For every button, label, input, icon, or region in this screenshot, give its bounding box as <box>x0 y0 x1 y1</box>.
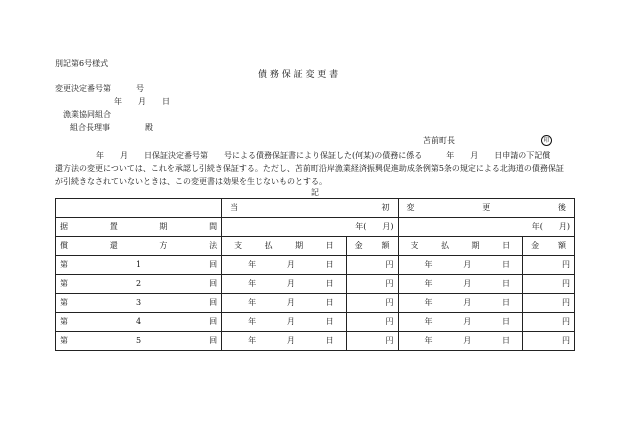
period-header-empty <box>56 199 222 218</box>
body-line-2: 還方法の変更については、これを承認し引続き保証する。ただし、苫前町沿岸漁業経済振興促進助成条例第5条の規定による北海道の債務保証 <box>55 164 564 173</box>
grace-period-before: 年( 月) <box>222 218 398 237</box>
grace-period-row <box>56 218 575 237</box>
change-number-label: 変更決定番号第 <box>55 84 111 93</box>
ki-marker: 記 <box>311 188 319 197</box>
header-row-before-after <box>56 199 575 218</box>
date-day: 日 <box>162 97 170 106</box>
date-year: 年 <box>114 97 122 106</box>
column-header-row <box>56 237 575 256</box>
installment-label: 第 3 回 <box>56 294 222 313</box>
payment-date-after: 年 月 日 <box>398 294 523 313</box>
payment-date-after: 年 月 日 <box>398 332 523 351</box>
date-month: 月 <box>138 97 146 106</box>
amount-header-after: 金 額 <box>523 237 575 256</box>
payment-date-header-after: 支 払 期 日 <box>398 237 523 256</box>
addressee-honorific: 殿 <box>145 123 153 132</box>
amount-header-before: 金 額 <box>346 237 398 256</box>
amount-before: 円 <box>346 332 398 351</box>
document-title: 債 務 保 証 変 更 書 <box>258 70 339 80</box>
amount-after: 円 <box>523 332 575 351</box>
payment-date-before: 年 月 日 <box>222 313 347 332</box>
table-row <box>56 313 575 332</box>
installment-label: 第 2 回 <box>56 275 222 294</box>
amount-before: 円 <box>346 275 398 294</box>
table-row <box>56 332 575 351</box>
seal-mark: 印 <box>541 135 552 146</box>
payment-date-before: 年 月 日 <box>222 332 347 351</box>
before-header: 当 初 <box>222 199 398 218</box>
installment-label: 第 4 回 <box>56 313 222 332</box>
installment-label: 第 1 回 <box>56 256 222 275</box>
payment-date-before: 年 月 日 <box>222 256 347 275</box>
table-row <box>56 275 575 294</box>
body-line-3: が引続きなされていないときは、この変更書は効果を生じないものとする。 <box>55 177 327 186</box>
amount-after: 円 <box>523 275 575 294</box>
repayment-table <box>55 198 575 351</box>
issuer-name: 苫前町長 <box>423 136 455 145</box>
amount-before: 円 <box>346 294 398 313</box>
amount-before: 円 <box>346 256 398 275</box>
amount-after: 円 <box>523 313 575 332</box>
addressee-org: 漁業協同組合 <box>63 110 111 119</box>
form-id: 別記第6号様式 <box>55 59 109 68</box>
payment-date-after: 年 月 日 <box>398 275 523 294</box>
addressee-person: 組合長理事 <box>70 123 110 132</box>
repayment-method-header: 償 還 方 法 <box>56 237 222 256</box>
table-row <box>56 256 575 275</box>
payment-date-header-before: 支 払 期 日 <box>222 237 347 256</box>
grace-period-after: 年( 月) <box>398 218 574 237</box>
payment-date-after: 年 月 日 <box>398 256 523 275</box>
after-header: 変 更 後 <box>398 199 574 218</box>
amount-before: 円 <box>346 313 398 332</box>
amount-after: 円 <box>523 256 575 275</box>
payment-date-before: 年 月 日 <box>222 275 347 294</box>
table-row <box>56 294 575 313</box>
grace-period-label: 据 置 期 間 <box>56 218 222 237</box>
installment-label: 第 5 回 <box>56 332 222 351</box>
payment-date-before: 年 月 日 <box>222 294 347 313</box>
body-line-1: 年 月 日保証決定番号第 号による債務保証書により保証した(何某)の債務に係る 年 月 日申請の下記償 <box>96 151 551 160</box>
payment-date-after: 年 月 日 <box>398 313 523 332</box>
amount-after: 円 <box>523 294 575 313</box>
change-number-suffix: 号 <box>136 84 144 93</box>
